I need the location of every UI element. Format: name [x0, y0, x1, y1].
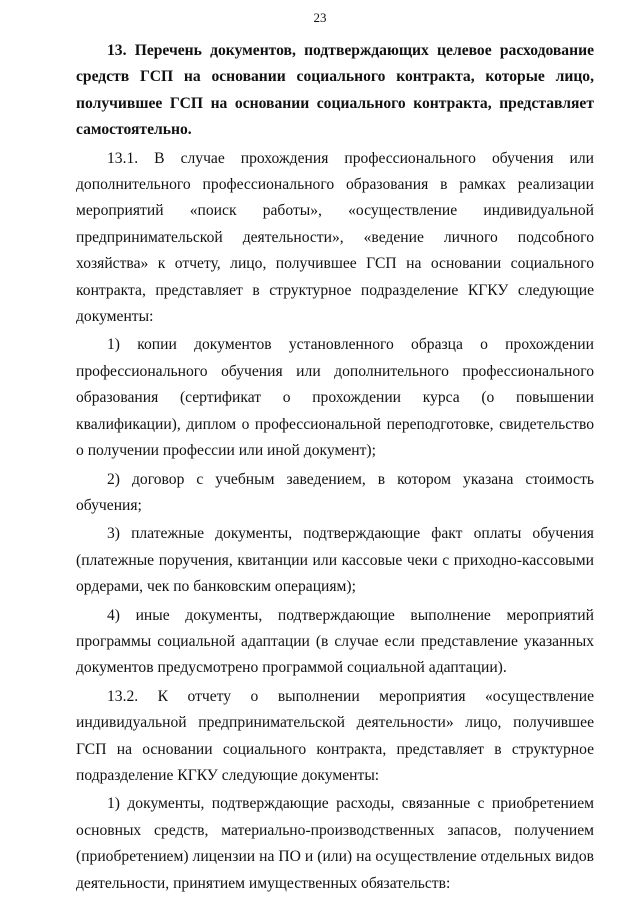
list-item-13-2-1: 1) документы, подтверждающие расходы, связанные с приобретением основных средств, материально-производственных запасов, получением (приобретением) лицензии на ПО и (или) на осуществление отдельных видов деятельности, принятием имущественных обязательств:	[76, 795, 594, 892]
list-item-3: 3) платежные документы, подтверждающие факт оплаты обучения (платежные поручения, квитанции или кассовые чеки с приходно-кассовыми ордерами, чек по банковским операциям);	[76, 525, 594, 596]
section-heading: 13. Перечень документов, подтверждающих целевое расходование средств ГСП на основании социального контракта, которые лицо, получившее ГСП на основании социального контракта, представляет самостоятельно.	[76, 42, 594, 139]
document-body	[76, 38, 594, 897]
list-item-2: 2) договор с учебным заведением, в котором указана стоимость обучения;	[76, 470, 594, 514]
list-item-4: 4) иные документы, подтверждающие выполнение мероприятий программы социальной адаптации (в случае если представление указанных документов предусмотрено программой социальной адаптации).	[76, 606, 594, 677]
page-number: 23	[313, 10, 327, 25]
paragraph-13-1: 13.1. В случае прохождения профессионального обучения или дополнительного профессионального образования в рамках реализации мероприятий «поиск работы», «осуществление индивидуальной предпринимательской деятельности», «ведение личного подсобного хозяйства» к отчету, лицо, получившее ГСП на основании социального контракта, представляет в структурное подразделение КГКУ следующие документы:	[76, 149, 594, 326]
list-item-1: 1) копии документов установленного образца о прохождении профессионального обучения или дополнительного профессионального образования (сертификат о прохождении курса (о повышении квалификации), диплом о профессиональной переподготовке, свидетельство о получении профессии или иной документ);	[76, 336, 594, 460]
paragraph-13-2: 13.2. К отчету о выполнении мероприятия «осуществление индивидуальной предпринимательской деятельности» лицо, получившее ГСП на основании социального контракта, представляет в структурное подразделение КГКУ следующие документы:	[76, 687, 594, 784]
